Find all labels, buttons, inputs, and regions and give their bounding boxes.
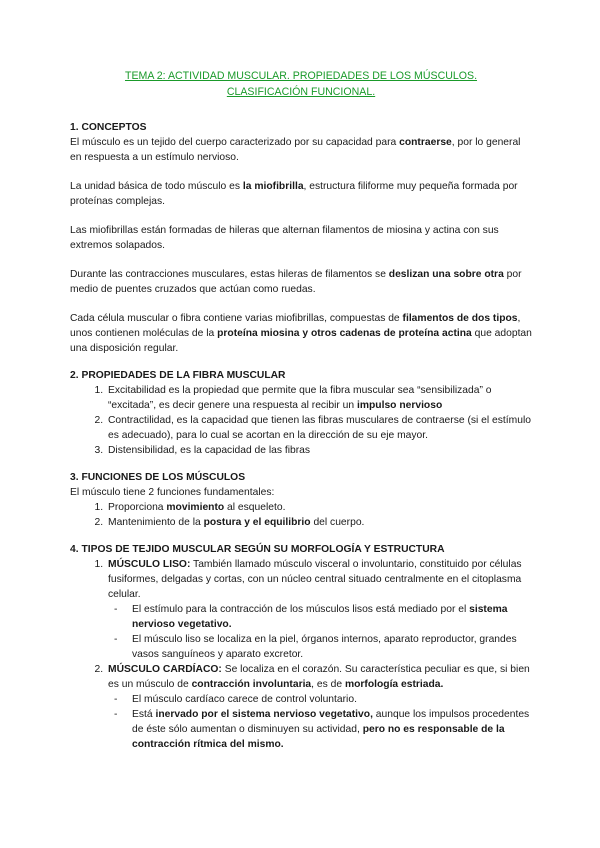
- list-item-cardiaco: 2. MÚSCULO CARDÍACO: Se localiza en el corazón. Su característica peculiar es que, si bien es un músculo de contracción involuntaria, es de morfología estriada. - El músculo cardíaco carece de control voluntario. - Está inervado por el sistema nervioso vegetativo, aunque los impulsos procedentes de éste sólo aumentan o disminuyen su actividad, pero no es responsable de la contracción rítmica del mismo.: [106, 662, 532, 752]
- sublist-item: - Está inervado por el sistema nervioso vegetativo, aunque los impulsos procedentes de éste sólo aumentan o disminuyen su actividad, pero no es responsable de la contracción rítmica del mismo.: [130, 707, 532, 752]
- sublist-item: - El músculo cardíaco carece de control voluntario.: [130, 692, 532, 707]
- muscle-types-list: [70, 557, 532, 752]
- list-item: 2. Contractilidad, es la capacidad que tienen las fibras musculares de contraerse (si el estímulo es adecuado), para lo cual se acortan en la dirección de su eje mayor.: [106, 413, 532, 443]
- list-item: 3. Distensibilidad, es la capacidad de las fibras: [106, 443, 532, 458]
- cardiaco-sublist: [108, 692, 532, 752]
- list-item: 1. Proporciona movimiento al esqueleto.: [106, 500, 532, 515]
- list-item: 1. Excitabilidad es la propiedad que permite que la fibra muscular sea “sensibilizada” o “excitada”, es decir genere una respuesta al recibir un impulso nervioso: [106, 383, 532, 413]
- properties-list: [70, 383, 532, 458]
- liso-sublist: [108, 602, 532, 662]
- section-3-heading: 3. FUNCIONES DE LOS MÚSCULOS: [70, 472, 246, 483]
- list-item-liso: 1. MÚSCULO LISO: También llamado músculo visceral o involuntario, constituido por células fusiformes, delgadas y cortas, con un núcleo central situado centralmente en el citoplasma celular. - El estímulo para la contracción de los músculos lisos está mediado por el sistema nervioso vegetativo. - El músculo liso se localiza en la piel, órganos internos, aparato reproductor, grandes vasos sanguíneos y aparato excretor.: [106, 557, 532, 662]
- document-page: [70, 68, 532, 752]
- title-line-2: CLASIFICACIÓN FUNCIONAL.: [226, 86, 376, 98]
- s1-paragraph-5: Cada célula muscular o fibra contiene varias miofibrillas, compuestas de filamentos de dos tipos, unos contienen moléculas de la proteína miosina y otros cadenas de proteína actina que adoptan una disposición regular.: [70, 313, 532, 354]
- s1-paragraph-4: Durante las contracciones musculares, estas hileras de filamentos se deslizan una sobre otra por medio de puentes cruzados que actúan como ruedas.: [70, 269, 522, 295]
- section-1-heading: 1. CONCEPTOS: [70, 122, 147, 133]
- section-2-heading: 2. PROPIEDADES DE LA FIBRA MUSCULAR: [70, 370, 286, 381]
- section-4-heading: 4. TIPOS DE TEJIDO MUSCULAR SEGÚN SU MORFOLOGÍA Y ESTRUCTURA: [70, 544, 445, 555]
- title-line-1: TEMA 2: ACTIVIDAD MUSCULAR. PROPIEDADES DE LOS MÚSCULOS.: [124, 70, 478, 82]
- list-item: 2. Mantenimiento de la postura y el equilibrio del cuerpo.: [106, 515, 532, 530]
- s1-paragraph-1: El músculo es un tejido del cuerpo caracterizado por su capacidad para contraerse, por lo general en respuesta a un estímulo nervioso.: [70, 137, 521, 163]
- document-title: [70, 68, 532, 100]
- functions-list: [70, 500, 532, 530]
- sublist-item: - El estímulo para la contracción de los músculos lisos está mediado por el sistema nervioso vegetativo.: [130, 602, 532, 632]
- s1-paragraph-3: Las miofibrillas están formadas de hileras que alternan filamentos de miosina y actina con sus extremos solapados.: [70, 225, 499, 251]
- s1-paragraph-2: La unidad básica de todo músculo es la miofibrilla, estructura filiforme muy pequeña formada por proteínas complejas.: [70, 181, 518, 207]
- s3-intro: El músculo tiene 2 funciones fundamentales:: [70, 487, 275, 498]
- sublist-item: - El músculo liso se localiza en la piel, órganos internos, aparato reproductor, grandes vasos sanguíneos y aparato excretor.: [130, 632, 532, 662]
